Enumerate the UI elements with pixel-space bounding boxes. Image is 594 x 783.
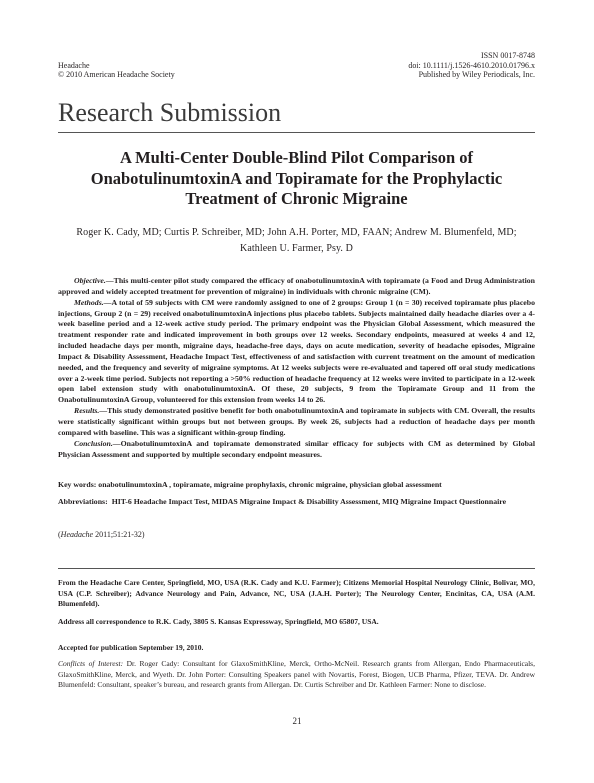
footnote-divider [58, 568, 535, 569]
objective-text: This multi-center pilot study compared the efficacy of onabotulinumtoxinA with topiramate (a Food and Drug Administration approved and widely accepted treatment for prevention of migraine) in individuals with chronic migraine (CM). [58, 276, 535, 296]
section-title: Research Submission [58, 98, 282, 127]
results-text: This study demonstrated positive benefit for both onabotulinumtoxinA and topiramate in subjects with CM. Overall, the results were statistically significant within groups but not between groups. By week 26, subjects had a reduction of headache days per month compared with baseline. This was a significant within-group finding. [58, 406, 535, 437]
article-title: A Multi-Center Double-Blind Pilot Comparison of OnabotulinumtoxinA and Topiramate for the Prophylactic Treatment of Chronic Migraine [90, 148, 503, 208]
conclusion-label: Conclusion.— [74, 438, 121, 448]
objective-label: Objective.— [74, 276, 114, 285]
results-label: Results.— [74, 406, 108, 416]
running-header-row-1 [58, 61, 535, 71]
publisher: Published by Wiley Periodicals, Inc. [418, 70, 535, 79]
journal-name: Headache [58, 60, 90, 70]
abbreviations [58, 496, 535, 507]
abstract [58, 276, 535, 460]
conflicts-label: Conflicts of Interest: [58, 659, 124, 668]
methods-label: Methods.— [74, 297, 112, 307]
keywords-label: Key words: [58, 480, 97, 489]
abstract-objective [58, 276, 535, 298]
conflicts-of-interest [58, 659, 535, 691]
accepted-date: Accepted for publication September 19, 2010. [58, 643, 204, 652]
citation [58, 530, 145, 540]
running-header-row-2 [58, 70, 535, 80]
keywords [58, 479, 535, 490]
abstract-conclusion [58, 439, 535, 461]
abbreviations-label: Abbreviations: [58, 497, 108, 506]
page-number: 21 [292, 716, 302, 726]
citation-details: 2011;51:21-32) [93, 530, 145, 539]
abbreviations-text: HIT-6 Headache Impact Test, MIDAS Migraine Impact & Disability Assessment, MIQ Migraine Impact Questionnaire [111, 497, 507, 506]
conflicts-text: Dr. Roger Cady: Consultant for GlaxoSmithKline, Merck, Ortho-McNeil. Research grants from Allergan, Endo Pharmaceuticals, GlaxoSmithKline, Merck, and Wyeth. Dr. John Porter: Consulting Speakers panel with Novartis, Forest, Biogen, UCB Pharma, Pfizer, TEVA. Dr. Andrew Blumenfeld: Consultant, speaker’s bureau, and research grants from Allergan. Dr. Curtis Schreiber and Dr. Kathleen Farmer: None to disclose. [58, 659, 535, 690]
methods-text: A total of 59 subjects with CM were randomly assigned to one of 2 groups: Group 1 (n = 30) received topiramate plus placebo injections, Group 2 (n = 29) received onabotulinumtoxinA injections plus placebo tablets. Subjects maintained daily headache diaries over a 4-week baseline period and a 12-week active study period. The primary endpoint was the Physician Global Assessment, which measured the treatment responder rate and indicated improvement in both groups over 12 weeks. Secondary endpoints, measured at weeks 4 and 12, included headache days per month, migraine days, headache-free days, days on acute medication, severity of headache episodes, Migraine Impact & Disability Assessment, Headache Impact Test, effectiveness of and satisfaction with current treatment on the amount of medication needed, and the frequency and severity of migraine symptoms. At 12 weeks subjects were re-evaluated and tapered off oral study medications over a 2-week time period. Subjects not reporting a >50% reduction of headache frequency at 12 weeks were invited to participate in a 12-week open label extension study with onabotulinumtoxinA. Of these, 20 subjects, 9 from the Topiramate Group and 11 from the OnabotulinumtoxinA Group, volunteered for this extension from weeks 14 to 26. [58, 297, 535, 405]
citation-journal: Headache [60, 530, 94, 539]
correspondence: Address all correspondence to R.K. Cady, 3805 S. Kansas Expressway, Springfield, MO 65807, USA. [58, 617, 379, 626]
author-list: Roger K. Cady, MD; Curtis P. Schreiber, MD; John A.H. Porter, MD, FAAN; Andrew M. Blumenfeld, MD; Kathleen U. Farmer, Psy. D [76, 227, 517, 254]
citation-open: ( [58, 530, 61, 539]
affiliations: From the Headache Care Center, Springfield, MO, USA (R.K. Cady and K.U. Farmer); Citizens Memorial Hospital Neurology Clinic, Bolivar, MO, USA (C.P. Schreiber); Advance Neurology and Pain, Advance, NC, USA (J.A.H. Porter); The Neurology Center, Encinitas, CA, USA (A.M. Blumenfeld). [58, 578, 535, 609]
running-header [58, 51, 535, 80]
keywords-text: onabotulinumtoxinA , topiramate, migraine prophylaxis, chronic migraine, physician global assessment [98, 480, 442, 489]
header-divider [58, 132, 535, 133]
conclusion-text: OnabotulinumtoxinA and topiramate demonstrated similar efficacy for subjects with CM as determined by Global Physician Assessment and supported by multiple secondary endpoint measures. [58, 438, 535, 459]
doi: doi: 10.1111/j.1526-4610.2010.01796.x [408, 60, 535, 70]
copyright: © 2010 American Headache Society [58, 70, 175, 79]
abstract-results [58, 406, 535, 439]
abstract-methods [58, 298, 535, 406]
issn: ISSN 0017-8748 [480, 51, 535, 60]
